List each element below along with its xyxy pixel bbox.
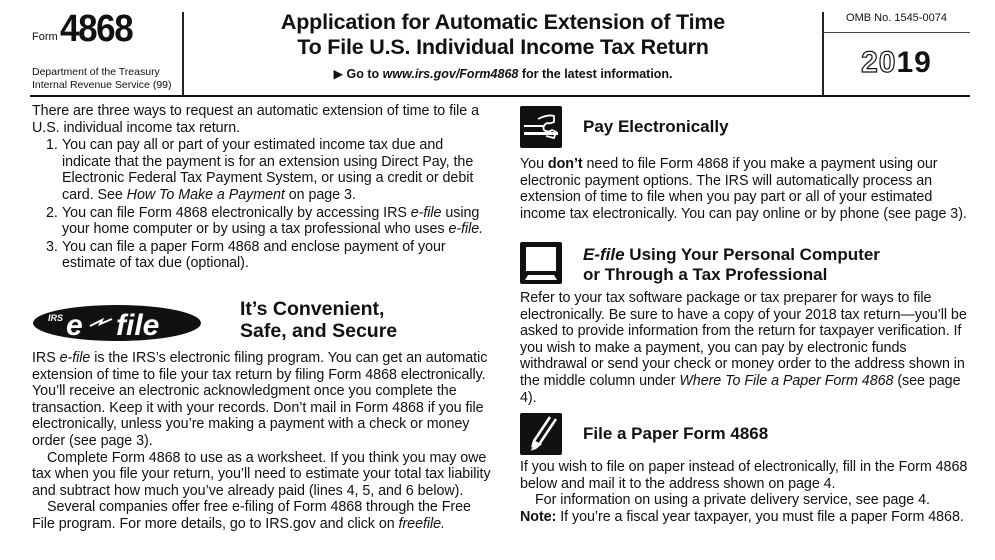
text: Several companies offer free e-filing of Form 4868 through the Free File program. For more details, go to IRS.gov and click on (32, 499, 471, 532)
freefile-link[interactable]: freefile. (398, 515, 445, 532)
form-number-row (32, 10, 138, 48)
efile-computer-heading (583, 245, 880, 285)
pencil-icon (520, 413, 562, 455)
efile-paragraph-1 (32, 350, 492, 450)
tax-year (823, 46, 970, 80)
efile-term: e-file. (448, 221, 484, 238)
efile-heading-line-2: or Through a Tax Professional (583, 265, 828, 284)
efile-computer-section (520, 242, 975, 407)
list-text: on page 3. (284, 186, 356, 203)
logo-file-text: file (116, 309, 160, 342)
pay-electronically-text (520, 156, 975, 222)
irs-efile-logo (32, 304, 202, 342)
paper-form-heading: File a Paper Form 4868 (583, 424, 769, 443)
tax-year-outline: 20 (861, 46, 897, 79)
intro-paragraph: There are three ways to request an automatic extension of time to file a U.S. individual income tax return. (32, 103, 479, 136)
text: IRS (32, 350, 60, 366)
logo-e-text: e (66, 309, 83, 342)
efile-heading-line-1: It’s Convenient, (240, 298, 385, 320)
text: need to file Form 4868 if you make a payment using our electronic payment options. The IRS will automatically process an extension of time to file when you pay part or all of your estimated income tax electronically. You can pay online or by phone (see page 3). (520, 156, 967, 222)
efile-heading (240, 298, 397, 342)
paper-form-section (520, 413, 975, 558)
logo-irs-text: IRS (48, 313, 64, 323)
department-line-1: Department of the Treasury (32, 66, 160, 78)
efile-heading-line-2: Safe, and Secure (240, 320, 398, 342)
text: Using Your Personal Computer (624, 245, 880, 264)
list-text: using your home computer or by using a tax professional who uses (62, 204, 480, 238)
computer-monitor-icon (520, 242, 562, 284)
efile-term: e-file (410, 204, 442, 221)
text: (see page 4). (520, 372, 961, 406)
efile-term: e-file (59, 350, 91, 366)
list-item (32, 137, 492, 203)
paper-paragraph-2: For information on using a private delivery service, see page 4. (535, 492, 930, 509)
text: If you’re a fiscal year taxpayer, you must file a paper Form 4868. (556, 508, 964, 525)
list-text: You can file Form 4868 electronically by accessing IRS (62, 204, 411, 221)
list-number: 3. (46, 238, 58, 255)
list-text: You can pay all or part of your estimated income tax due and indicate that the payment is for an extension using Direct Pay, the Electronic Federal Tax Payment System, or using a credit or debit card. See (62, 137, 474, 203)
department-info (32, 66, 172, 92)
list-item (32, 239, 492, 272)
omb-number: OMB No. 1545-0074 (846, 12, 947, 24)
paper-paragraph-1: If you wish to file on paper instead of electronically, fill in the Form 4868 below and mail it to the address shown on page 4. (520, 459, 968, 492)
efile-heading-line-1 (583, 245, 880, 265)
form-label: Form (32, 31, 58, 43)
list-number: 1. (46, 137, 58, 154)
tax-year-solid: 19 (896, 46, 932, 79)
efile-section-header (32, 298, 492, 350)
paper-form-text (520, 459, 975, 525)
left-column-intro (32, 103, 492, 272)
arrow-right-icon: ▶ (333, 67, 344, 81)
form-title-line-1: Application for Automatic Extension of Time (280, 10, 726, 34)
header-bottom-rule (30, 95, 970, 97)
form-identifier (32, 8, 182, 95)
omb-divider (823, 32, 970, 33)
form-title-line-2: To File U.S. Individual Income Tax Return (297, 35, 709, 59)
efile-term: E-file (583, 245, 625, 264)
paper-note (520, 509, 975, 526)
extension-methods-list (32, 137, 492, 272)
efile-paragraph-3 (32, 499, 492, 532)
irs-form-link[interactable]: www.irs.gov/Form4868 (382, 67, 519, 81)
goto-prefix: Go to (346, 67, 383, 81)
form-title-block (184, 10, 822, 81)
efile-description (32, 350, 492, 533)
department-line-2: Internal Revenue Service (99) (32, 79, 172, 91)
text: Refer to your tax software package or tax preparer for ways to file electronically. Be sure to have a copy of your 2018 tax return—you’ll be asked to provide information from the return for taxpayer verification. If you wish to make a payment, you can pay by electronic funds withdrawal or send your check or money order to the address shown in the middle column under (520, 290, 967, 389)
list-item (32, 205, 492, 238)
text: is the IRS’s electronic filing program. You can get an automatic extension of time to file your tax return by filing Form 4868 electronically. You’ll receive an electronic acknowledgment once you complete the transaction. Keep it with your records. Don’t mail in Form 4868 if you file electronically, unless you’re making a payment with a check or money order (see page 3). (32, 350, 488, 449)
goto-suffix: for the latest information. (518, 67, 673, 81)
list-number: 2. (46, 204, 58, 221)
text: You (520, 156, 548, 172)
form-number: 4868 (59, 8, 132, 50)
hand-card-payment-icon (520, 106, 562, 148)
how-to-make-payment-ref: How To Make a Payment (126, 186, 285, 203)
where-to-file-ref: Where To File a Paper Form 4868 (679, 372, 894, 389)
omb-year-block (823, 8, 970, 96)
pay-electronically-heading: Pay Electronically (583, 117, 729, 136)
goto-instruction (184, 66, 822, 81)
emphasis-dont: don’t (547, 156, 583, 172)
efile-paragraph-2: Complete Form 4868 to use as a worksheet. If you think you may owe tax when you file your return, you’ll need to estimate your total tax liability and subtract how much you’ve already paid (lines 4, 5, and 6 below). (32, 449, 491, 499)
pay-electronically-section (520, 106, 975, 236)
list-text: You can file a paper Form 4868 and enclose payment of your estimate of tax due (optional). (62, 238, 446, 272)
efile-computer-text (520, 290, 975, 406)
note-label: Note: (520, 508, 557, 525)
